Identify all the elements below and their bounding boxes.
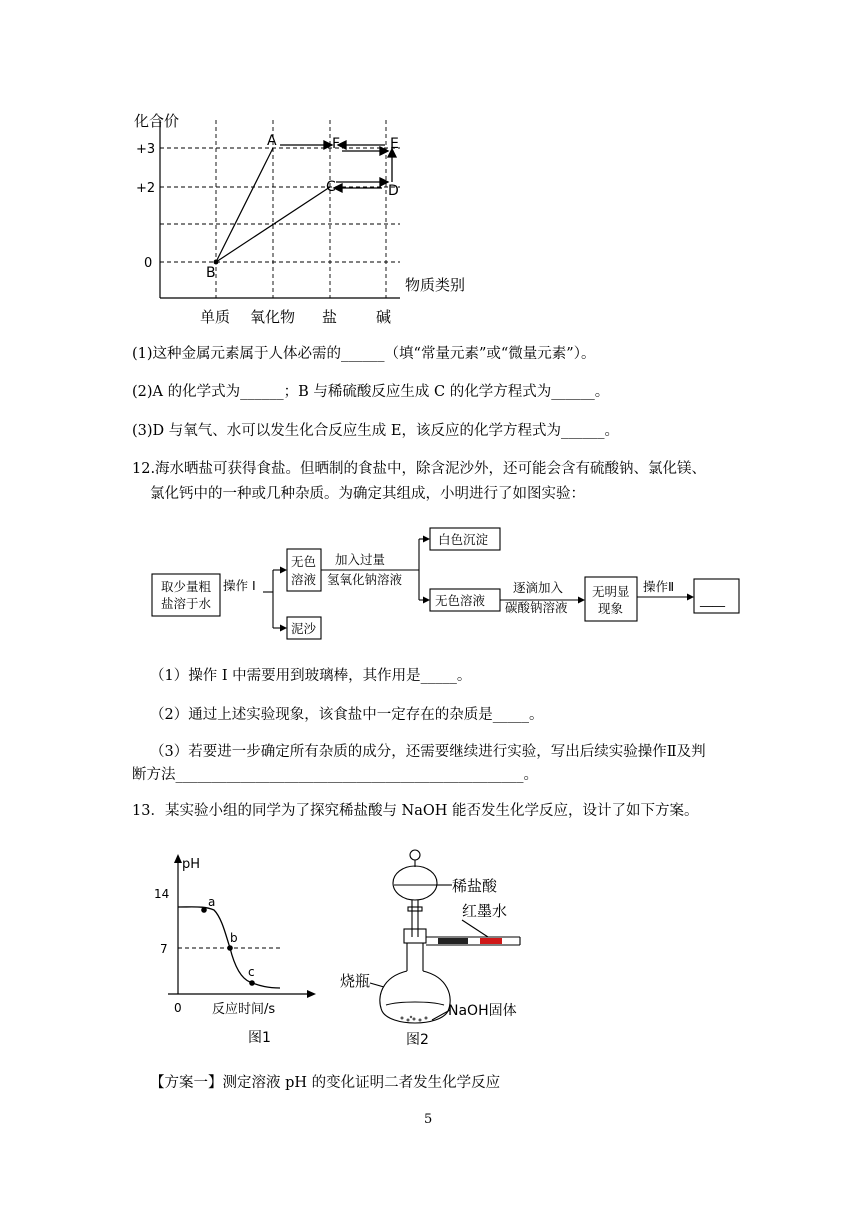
xtick-oxide: 氧化物 <box>250 308 296 326</box>
q12-line1: 12.海水晒盐可获得食盐。但晒制的食盐中，除含泥沙外，还可能会含有硫酸钠、氯化镁、 <box>132 461 707 477</box>
ph-tick-7: 7 <box>160 942 168 956</box>
point-b-label: B <box>206 265 216 281</box>
flow-add1-l2: 氢氧化钠溶液 <box>327 572 403 587</box>
apparatus-acid-label: 稀盐酸 <box>452 877 498 895</box>
ph-point-b: b <box>230 931 238 945</box>
flow-add1-l1: 加入过量 <box>335 552 386 567</box>
q11-part1: (1)这种金属元素属于人体必需的______（填“常量元素”或“微量元素”）。 <box>132 346 596 362</box>
ph-tick-14: 14 <box>154 887 170 901</box>
ph-point-c: c <box>248 965 255 979</box>
ytick-plus3: +3 <box>136 142 156 157</box>
ph-ylabel: pH <box>182 857 201 872</box>
xtick-base: 碱 <box>376 308 392 326</box>
ph-xlabel: 反应时间/s <box>212 1002 276 1017</box>
flow-colorless-solution: 无色溶液 <box>435 593 486 608</box>
flow-add2-l1: 逐滴加入 <box>513 580 564 595</box>
q11-part3: (3)D 与氧气、水可以发生化合反应生成 E，该反应的化学方程式为______。 <box>132 423 619 439</box>
q12-line2: 氯化钙中的一种或几种杂质。为确定其组成，小明进行了如图实验： <box>150 486 585 502</box>
q12-sub3-l2: 断方法________________________________________________。 <box>132 767 538 783</box>
flow-blank: ____ <box>700 592 725 607</box>
apparatus-naoh-label: NaOH固体 <box>448 1003 517 1019</box>
q13-intro: 13．某实验小组的同学为了探究稀盐酸与 NaOH 能否发生化学反应，设计了如下方案。 <box>132 803 699 819</box>
chart-xlabel: 物质类别 <box>405 276 466 294</box>
point-a-label: A <box>267 133 277 149</box>
flow-op2: 操作Ⅱ <box>643 579 675 594</box>
q13-plan1: 【方案一】测定溶液 pH 的变化证明二者发生化学反应 <box>150 1075 501 1091</box>
flow-mud: 泥沙 <box>291 621 317 636</box>
ytick-zero: 0 <box>144 256 153 271</box>
point-e-label: E <box>390 136 399 152</box>
q12-sub3-l1: （3）若要进一步确定所有杂质的成分，还需要继续进行实验，写出后续实验操作Ⅱ及判 <box>150 744 706 760</box>
flow-nophen-l1: 无明显 <box>592 584 630 599</box>
fig1-caption: 图1 <box>248 1030 271 1046</box>
ytick-plus2: +2 <box>136 181 156 196</box>
flow-op1: 操作 I <box>223 578 256 593</box>
xtick-salt: 盐 <box>322 308 338 326</box>
valence-chart <box>120 100 500 330</box>
q11-part2: (2)A 的化学式为______；B 与稀硫酸反应生成 C 的化学方程式为______。 <box>132 384 610 400</box>
xtick-element: 单质 <box>200 308 231 326</box>
page-number: 5 <box>424 1112 433 1127</box>
apparatus-ink-label: 红墨水 <box>462 902 508 920</box>
point-f-label: F <box>332 136 341 152</box>
flow-nophen-l2: 现象 <box>598 601 624 616</box>
flow-colorless-l1: 无色 <box>291 554 317 569</box>
point-d-label: D <box>388 183 399 199</box>
flow-start-l2: 盐溶于水 <box>161 596 212 611</box>
ph-point-a: a <box>208 895 216 909</box>
q12-sub1: （1）操作 I 中需要用到玻璃棒，其作用是_____。 <box>150 668 472 684</box>
ph-origin: 0 <box>174 1001 182 1015</box>
flow-add2-l2: 碳酸钠溶液 <box>505 600 568 615</box>
q12-flowchart <box>145 520 745 645</box>
apparatus-figure <box>340 845 550 1055</box>
flow-start-l1: 取少量粗 <box>161 579 212 594</box>
q12-sub2: （2）通过上述实验现象，该食盐中一定存在的杂质是_____。 <box>150 707 544 723</box>
chart-ylabel: 化合价 <box>134 112 180 130</box>
flow-colorless-l2: 溶液 <box>291 572 317 587</box>
apparatus-flask-label: 烧瓶 <box>340 972 371 990</box>
flow-white-ppt: 白色沉淀 <box>438 532 489 547</box>
fig2-caption: 图2 <box>406 1032 429 1048</box>
point-c-label: C <box>326 179 336 195</box>
ph-curve-figure <box>150 848 325 1053</box>
